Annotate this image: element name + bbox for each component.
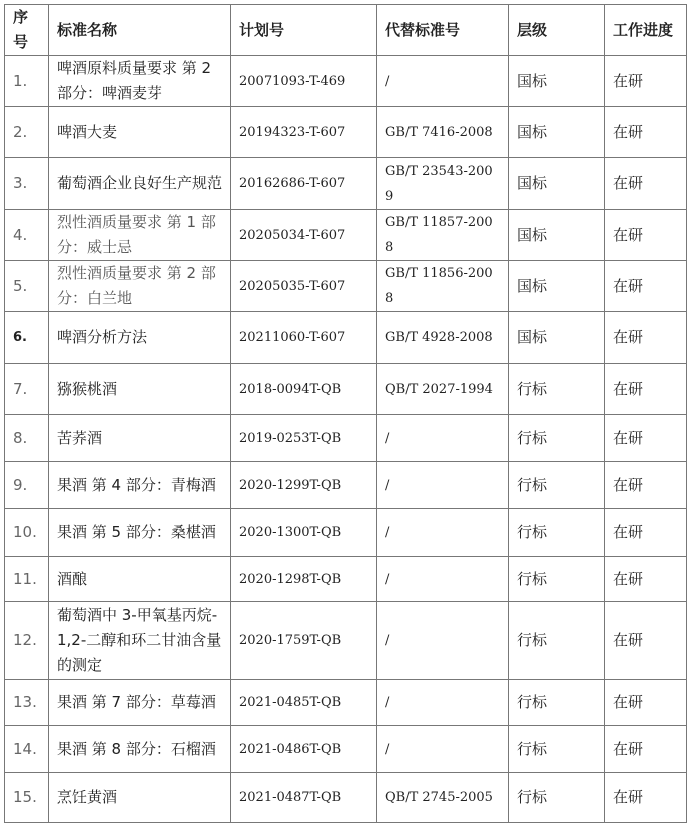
level: 国标 [509, 107, 605, 158]
progress: 在研 [605, 680, 687, 726]
progress: 在研 [605, 557, 687, 602]
table-row [5, 509, 687, 557]
standard-name: 啤酒大麦 [49, 107, 231, 158]
standard-name: 果酒 第 4 部分：青梅酒 [49, 462, 231, 509]
plan-number: 20205035-T-607 [231, 261, 377, 312]
standard-name: 烹饪黄酒 [49, 773, 231, 823]
standard-name: 啤酒分析方法 [49, 312, 231, 364]
plan-number: 20162686-T-607 [231, 158, 377, 210]
table-row [5, 56, 687, 107]
row-number: 8. [5, 415, 49, 462]
plan-number: 2020-1299T-QB [231, 462, 377, 509]
standard-name: 葡萄酒企业良好生产规范 [49, 158, 231, 210]
table-row [5, 364, 687, 415]
standard-name: 烈性酒质量要求 第 2 部分：白兰地 [49, 261, 231, 312]
replaced-standard: / [377, 56, 509, 107]
table-row [5, 726, 687, 773]
plan-number: 20205034-T-607 [231, 210, 377, 261]
replaced-standard: / [377, 509, 509, 557]
level: 国标 [509, 158, 605, 210]
header-no: 序号 [5, 5, 49, 56]
replaced-standard: / [377, 557, 509, 602]
table-body [5, 56, 687, 823]
row-number: 7. [5, 364, 49, 415]
level: 行标 [509, 364, 605, 415]
standard-name: 苦荞酒 [49, 415, 231, 462]
progress: 在研 [605, 107, 687, 158]
replaced-standard: GB/T 4928-2008 [377, 312, 509, 364]
progress: 在研 [605, 312, 687, 364]
standard-name: 果酒 第 7 部分：草莓酒 [49, 680, 231, 726]
table-row [5, 415, 687, 462]
plan-number: 2021-0485T-QB [231, 680, 377, 726]
row-number: 4. [5, 210, 49, 261]
plan-number: 2020-1759T-QB [231, 602, 377, 680]
table-header-row [5, 5, 687, 56]
header-level: 层级 [509, 5, 605, 56]
level: 行标 [509, 680, 605, 726]
header-replace: 代替标准号 [377, 5, 509, 56]
plan-number: 20211060-T-607 [231, 312, 377, 364]
replaced-standard: QB/T 2027-1994 [377, 364, 509, 415]
progress: 在研 [605, 726, 687, 773]
table-row [5, 462, 687, 509]
standard-name: 烈性酒质量要求 第 1 部分：威士忌 [49, 210, 231, 261]
plan-number: 20071093-T-469 [231, 56, 377, 107]
row-number: 14. [5, 726, 49, 773]
replaced-standard: / [377, 726, 509, 773]
replaced-standard: / [377, 602, 509, 680]
replaced-standard: GB/T 11857-2008 [377, 210, 509, 261]
level: 行标 [509, 602, 605, 680]
table-row [5, 312, 687, 364]
level: 行标 [509, 557, 605, 602]
replaced-standard: / [377, 415, 509, 462]
standard-name: 啤酒原料质量要求 第 2 部分：啤酒麦芽 [49, 56, 231, 107]
header-plan: 计划号 [231, 5, 377, 56]
row-number: 12. [5, 602, 49, 680]
progress: 在研 [605, 602, 687, 680]
level: 国标 [509, 210, 605, 261]
progress: 在研 [605, 364, 687, 415]
plan-number: 2021-0486T-QB [231, 726, 377, 773]
replaced-standard: / [377, 462, 509, 509]
standard-name: 果酒 第 8 部分：石榴酒 [49, 726, 231, 773]
progress: 在研 [605, 773, 687, 823]
progress: 在研 [605, 462, 687, 509]
row-number: 5. [5, 261, 49, 312]
row-number: 11. [5, 557, 49, 602]
level: 国标 [509, 312, 605, 364]
level: 行标 [509, 415, 605, 462]
progress: 在研 [605, 56, 687, 107]
replaced-standard: / [377, 680, 509, 726]
level: 国标 [509, 56, 605, 107]
row-number: 3. [5, 158, 49, 210]
replaced-standard: GB/T 23543-2009 [377, 158, 509, 210]
replaced-standard: GB/T 11856-2008 [377, 261, 509, 312]
standards-table [4, 4, 687, 823]
table-row [5, 261, 687, 312]
replaced-standard: QB/T 2745-2005 [377, 773, 509, 823]
table-row [5, 680, 687, 726]
header-progress: 工作进度 [605, 5, 687, 56]
row-number: 10. [5, 509, 49, 557]
row-number: 2. [5, 107, 49, 158]
standard-name: 葡萄酒中 3-甲氧基丙烷-1,2-二醇和环二甘油含量的测定 [49, 602, 231, 680]
row-number: 6. [5, 312, 49, 364]
table-row [5, 602, 687, 680]
level: 行标 [509, 462, 605, 509]
plan-number: 2018-0094T-QB [231, 364, 377, 415]
standard-name: 酒酿 [49, 557, 231, 602]
standard-name: 猕猴桃酒 [49, 364, 231, 415]
progress: 在研 [605, 415, 687, 462]
row-number: 9. [5, 462, 49, 509]
plan-number: 2019-0253T-QB [231, 415, 377, 462]
table-row [5, 773, 687, 823]
row-number: 15. [5, 773, 49, 823]
row-number: 1. [5, 56, 49, 107]
progress: 在研 [605, 509, 687, 557]
row-number: 13. [5, 680, 49, 726]
level: 国标 [509, 261, 605, 312]
plan-number: 20194323-T-607 [231, 107, 377, 158]
level: 行标 [509, 726, 605, 773]
level: 行标 [509, 509, 605, 557]
progress: 在研 [605, 158, 687, 210]
standard-name: 果酒 第 5 部分：桑椹酒 [49, 509, 231, 557]
table-row [5, 557, 687, 602]
progress: 在研 [605, 261, 687, 312]
progress: 在研 [605, 210, 687, 261]
level: 行标 [509, 773, 605, 823]
table-row [5, 107, 687, 158]
plan-number: 2021-0487T-QB [231, 773, 377, 823]
plan-number: 2020-1300T-QB [231, 509, 377, 557]
header-name: 标准名称 [49, 5, 231, 56]
plan-number: 2020-1298T-QB [231, 557, 377, 602]
replaced-standard: GB/T 7416-2008 [377, 107, 509, 158]
table-row [5, 158, 687, 210]
table-row [5, 210, 687, 261]
